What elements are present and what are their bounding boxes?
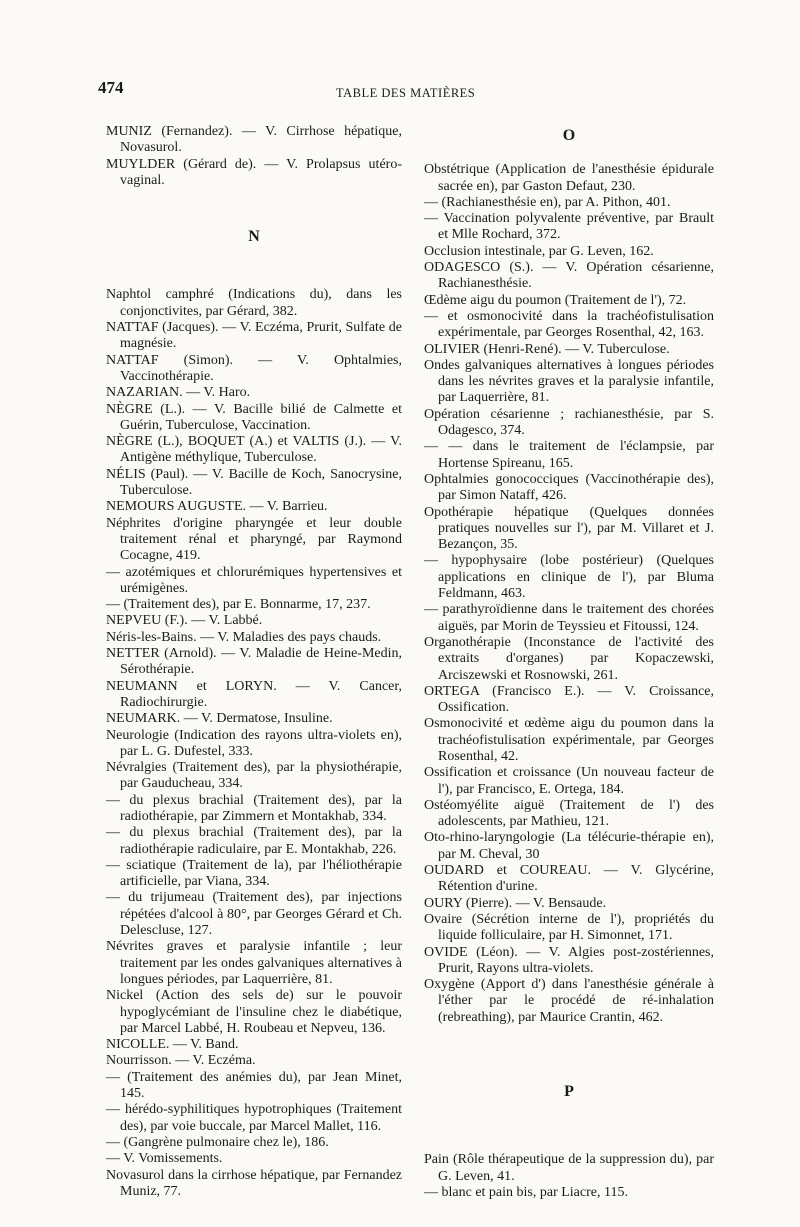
index-entry: Opération césarienne ; rachianesthésie, par S. Odagesco, 374. [424,406,714,439]
index-entry: Ovaire (Sécrétion interne de l'), propriétés du liquide folliculaire, par H. Simonnet, 171. [424,911,714,944]
index-entry: NEUMARK. — V. Dermatose, Insuline. [106,711,333,727]
index-entry: MUYLDER (Gérard de). — V. Prolapsus utéro-vaginal. [106,156,402,188]
index-entry: Ondes galvaniques alternatives à longues périodes dans les névrites graves et la paralysie infantile, par Laquerrière, 81. [424,357,714,406]
index-entry: Organothérapie (Inconstance de l'activité des extraits d'organes) par Kopaczewski, Arciszewski et Rosnowski, 261. [424,634,714,683]
index-entry: NATTAF (Simon). — V. Ophtalmies, Vaccinothérapie. [106,352,402,384]
index-entry: — — dans le traitement de l'éclampsie, par Hortense Spireanu, 165. [424,439,714,471]
section-letter-o: O [562,127,576,144]
index-entry: — (Rachianesthésie en), par A. Pithon, 401. [424,194,671,210]
running-head-title: TABLE DES MATIÈRES [336,86,476,100]
index-entry: Névralgies (Traitement des), par la physiothérapie, par Gauducheau, 334. [106,760,402,792]
index-entry: NEPVEU (F.). — V. Labbé. [106,613,263,629]
index-entry: NÉLIS (Paul). — V. Bacille de Koch, Sanocrysine, Tuberculose. [106,466,402,499]
index-entry: — Vaccination polyvalente préventive, par Brault et Mlle Rochard, 372. [424,211,714,243]
section-letter-p: P [564,1083,574,1101]
index-entry: NETTER (Arnold). — V. Maladie de Heine-Medin, Sérothérapie. [106,646,402,678]
index-entry: Oxygène (Apport d') dans l'anesthésie générale à l'éther par le procédé de ré-inhalation (rebreathing), par Maurice Crantin, 462. [424,977,714,1025]
page-number: 474 [98,78,124,97]
index-entry: OVIDE (Léon). — V. Algies post-zostériennes, Prurit, Rayons ultra-violets. [424,944,714,976]
index-entry: Neurologie (Indication des rayons ultra-violets en), par L. G. Dufestel, 333. [106,727,402,759]
index-entry: Opothérapie hépatique (Quelques données pratiques nouvelles sur l'), par M. Villaret et J. Bezançon, 35. [424,504,714,553]
index-entry: — (Traitement des anémies du), par Jean Minet, 145. [106,1069,402,1102]
index-entry: Névrites graves et paralysie infantile ; leur traitement par les ondes galvaniques alternatives à longues périodes, par Laquerrière, 81. [106,939,402,987]
index-entry: Nickel (Action des sels de) sur le pouvoir hypoglycémiant de l'insuline chez le diabétique, par Marcel Labbé, H. Roubeau et Nepveu, 136. [106,988,402,1036]
index-entry: — (Gangrène pulmonaire chez le), 186. [106,1134,329,1150]
index-entry: Naphtol camphré (Indications du), dans les conjonctivites, par Gérard, 382. [106,287,402,319]
index-entry: Occlusion intestinale, par G. Leven, 162. [424,243,654,259]
index-entry: — du plexus brachial (Traitement des), par la radiothérapie radiculaire, par E. Montakhab, 226. [106,825,402,857]
index-entry: — blanc et pain bis, par Liacre, 115. [424,1184,628,1200]
index-entry: NEUMANN et LORYN. — V. Cancer, Radiochirurgie. [106,678,402,710]
index-entry: Néris-les-Bains. — V. Maladies des pays chauds. [106,629,382,645]
index-entry: Pain (Rôle thérapeutique de la suppression du), par G. Leven, 41. [424,1152,714,1184]
index-entry: ORTEGA (Francisco E.). — V. Croissance, Ossification. [424,683,714,716]
index-entry: ODAGESCO (S.). — V. Opération césarienne, Rachianesthésie. [424,260,714,292]
index-entry: NICOLLE. — V. Band. [106,1037,239,1053]
index-entry: — azotémiques et chlorurémiques hypertensives et urémigènes. [106,564,402,596]
index-entry: — hypophysaire (lobe postérieur) (Quelques applications en clinique de l'), par Bluma Feldmann, 463. [424,553,714,602]
index-entry: Nourrisson. — V. Eczéma. [106,1053,256,1069]
right-column [424,124,714,1201]
index-entry: — sciatique (Traitement de la), par l'héliothérapie artificielle, par Viana, 334. [106,857,402,890]
index-entry: Osmonocivité et œdème aigu du poumon dans la trachéofistulisation expérimentale, par Georges Rosenthal, 42. [424,716,714,764]
index-entry: MUNIZ (Fernandez). — V. Cirrhose hépatique, Novasurol. [106,124,402,156]
index-entry: — et osmonocivité dans la trachéofistulisation expérimentale, par Georges Rosenthal, 42, 163. [424,308,714,341]
index-entry: — (Traitement des), par E. Bonnarme, 17, 237. [106,597,371,613]
index-entry: OUDARD et COUREAU. — V. Glycérine, Rétention d'urine. [424,863,714,895]
index-entry: Œdème aigu du poumon (Traitement de l'), 72. [424,292,687,308]
index-entry: NATTAF (Jacques). — V. Eczéma, Prurit, Sulfate de magnésie. [106,320,402,352]
index-entry: Ophtalmies gonococciques (Vaccinothérapie des), par Simon Nataff, 426. [424,471,714,504]
index-entry: — du trijumeau (Traitement des), par injections répétées d'alcool à 80°, par Georges Gérard et Ch. Delescluse, 127. [106,890,402,939]
index-entry: — parathyroïdienne dans le traitement des chorées aiguës, par Morin de Teyssieu et Fitoussi, 124. [424,602,714,634]
index-entry: Ossification et croissance (Un nouveau facteur de l'), par Francisco, E. Ortega, 184. [424,765,714,797]
index-entry: NÈGRE (L.). — V. Bacille bilié de Calmette et Guérin, Tuberculose, Vaccination. [106,401,402,433]
section-letter-n: N [248,228,260,246]
index-entry: OURY (Pierre). — V. Bensaude. [424,895,607,911]
index-entry: — V. Vomissements. [106,1151,223,1167]
index-entry: Ostéomyélite aiguë (Traitement de l') des adolescents, par Mathieu, 121. [424,797,714,830]
index-entry: Néphrites d'origine pharyngée et leur double traitement rénal et pharyngé, par Raymond Cocagne, 419. [106,515,402,564]
index-entry: NAZARIAN. — V. Haro. [106,385,251,401]
index-entry: — hérédo-syphilitiques hypotrophiques (Traitement des), par voie buccale, par Marcel Mallet, 116. [106,1102,402,1134]
index-entry: NEMOURS AUGUSTE. — V. Barrieu. [106,499,328,515]
left-column [106,124,402,1200]
index-entry: Novasurol dans la cirrhose hépatique, par Fernandez Muniz, 77. [106,1167,402,1199]
index-entry: — du plexus brachial (Traitement des), par la radiothérapie, par Zimmern et Montakhab, 334. [106,792,402,824]
index-entry: NÈGRE (L.), BOQUET (A.) et VALTIS (J.). — V. Antigène méthylique, Tuberculose. [106,434,402,466]
index-entry: Oto-rhino-laryngologie (La télécurie-thérapie en), par M. Cheval, 30 [424,830,714,862]
index-entry: Obstétrique (Application de l'anesthésie épidurale sacrée en), par Gaston Defaut, 230. [424,162,714,194]
index-entry: OLIVIER (Henri-René). — V. Tuberculose. [424,341,670,357]
